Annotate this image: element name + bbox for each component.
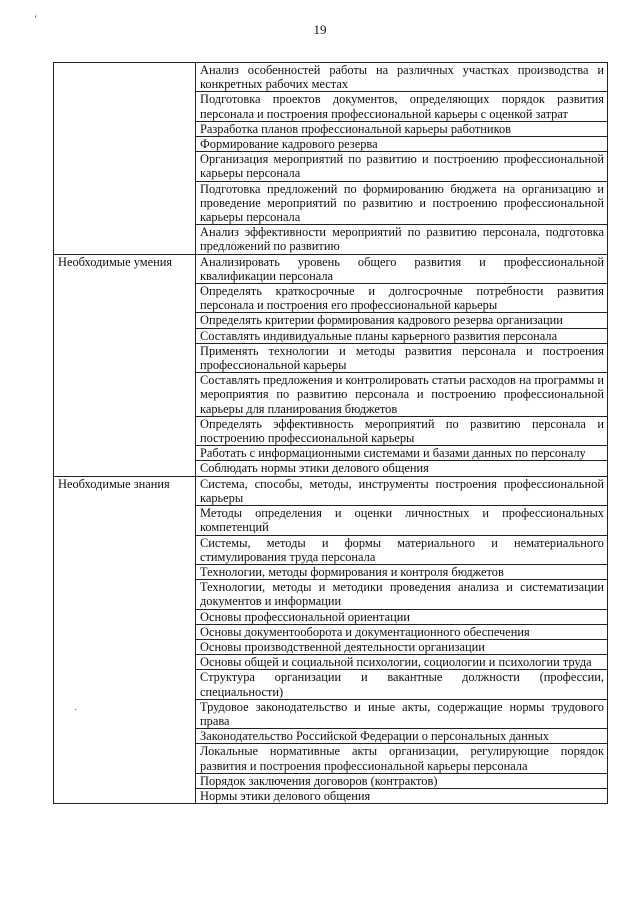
table-cell: Подготовка предложений по формированию бюджета на организацию и проведение мероприятий по развитию и построению профессиональной карьеры персонала: [196, 181, 608, 225]
table-cell: Работать с информационными системами и базами данных по персоналу: [196, 446, 608, 461]
table-cell: Составлять предложения и контролировать статьи расходов на программы и мероприятия по развитию персонала и построению профессиональной карьеры для планирования бюджетов: [196, 373, 608, 417]
table-row: [54, 254, 608, 283]
table-cell: Технологии, методы формирования и контроля бюджетов: [196, 564, 608, 579]
table-cell: Порядок заключения договоров (контрактов): [196, 773, 608, 788]
table-cell: Анализировать уровень общего развития и профессиональной квалификации персонала: [196, 254, 608, 283]
table-cell: Трудовое законодательство и иные акты, содержащие нормы трудового права: [196, 699, 608, 728]
table-cell: Система, способы, методы, инструменты построения профессиональной карьеры: [196, 476, 608, 505]
table-row: [54, 63, 608, 92]
table-cell: Законодательство Российской Федерации о персональных данных: [196, 729, 608, 744]
table-cell: Применять технологии и методы развития персонала и построения профессиональной карьеры: [196, 343, 608, 372]
table-cell: Формирование кадрового резерва: [196, 137, 608, 152]
table-cell: Подготовка проектов документов, определяющих порядок развития персонала и построения профессиональной карьеры с оценкой затрат: [196, 92, 608, 121]
table-cell: Основы производственной деятельности организации: [196, 639, 608, 654]
table-cell: Методы определения и оценки личностных и профессиональных компетенций: [196, 506, 608, 535]
table-cell: Основы общей и социальной психологии, социологии и психологии труда: [196, 655, 608, 670]
table-cell: Анализ особенностей работы на различных участках производства и конкретных рабочих местах: [196, 63, 608, 92]
section-label: [54, 63, 196, 255]
section-label: Необходимые знания: [54, 476, 196, 803]
table-row: [54, 476, 608, 505]
table-cell: Определять краткосрочные и долгосрочные потребности развития персонала и построения его профессиональной карьеры: [196, 284, 608, 313]
table-cell: Организация мероприятий по развитию и построению профессиональной карьеры персонала: [196, 152, 608, 181]
table-cell: Основы документооборота и документационного обеспечения: [196, 624, 608, 639]
competency-table: [53, 62, 608, 804]
table-cell: Анализ эффективности мероприятий по развитию персонала, подготовка предложений по развитию: [196, 225, 608, 254]
table-cell: Структура организации и вакантные должности (профессии, специальности): [196, 670, 608, 699]
table-cell: Технологии, методы и методики проведения анализа и систематизации документов и информации: [196, 580, 608, 609]
table-cell: Системы, методы и формы материального и нематериального стимулирования труда персонала: [196, 535, 608, 564]
table-cell: Определять критерии формирования кадрового резерва организации: [196, 313, 608, 328]
table-cell: Разработка планов профессиональной карьеры работников: [196, 121, 608, 136]
table-cell: Соблюдать нормы этики делового общения: [196, 461, 608, 476]
page-number: 19: [313, 22, 327, 37]
table-cell: Составлять индивидуальные планы карьерного развития персонала: [196, 328, 608, 343]
section-label: Необходимые умения: [54, 254, 196, 476]
table-cell: Определять эффективность мероприятий по развитию персонала и построению профессиональной карьеры: [196, 416, 608, 445]
table-cell: Локальные нормативные акты организации, регулирующие порядок развития и построения профессиональной карьеры персонала: [196, 744, 608, 773]
scan-dot-mark: ·: [74, 705, 78, 716]
table-cell: Основы профессиональной ориентации: [196, 609, 608, 624]
table-cell: Нормы этики делового общения: [196, 788, 608, 803]
scan-tick-mark: ‘: [34, 14, 38, 25]
